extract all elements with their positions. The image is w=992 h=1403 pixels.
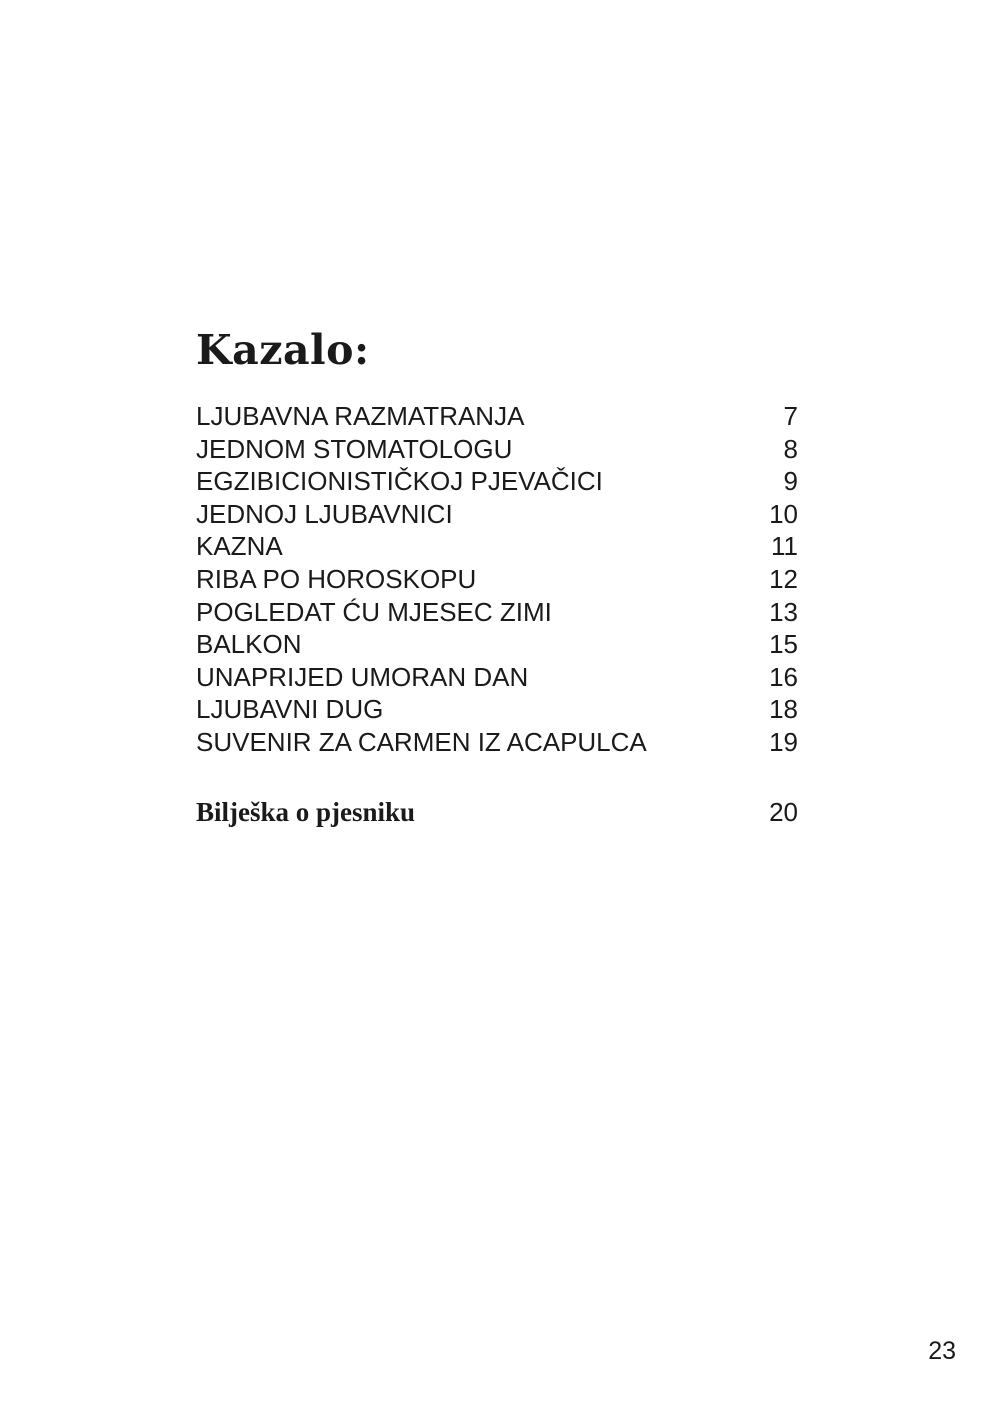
toc-entry-title: JEDNOM STOMATOLOGU <box>196 433 513 464</box>
toc-entry <box>196 563 798 596</box>
toc-entry-title: UNAPRIJED UMORAN DAN <box>196 661 529 692</box>
toc-entry-page: 11 <box>771 531 798 562</box>
toc-entry-page: 10 <box>769 498 798 529</box>
page-number: 23 <box>928 1337 956 1365</box>
toc-entry-title: LJUBAVNI DUG <box>196 694 384 725</box>
toc-entry-page: 12 <box>769 563 798 594</box>
toc-entry <box>196 530 798 563</box>
toc-note-entry <box>196 794 798 830</box>
toc-entry <box>196 661 798 694</box>
toc-entry-title: LJUBAVNA RAZMATRANJA <box>196 401 525 431</box>
toc-note-page: 20 <box>769 797 798 827</box>
toc-entry <box>196 628 798 661</box>
toc-entry-title: SUVENIR ZA CARMEN IZ ACAPULCA <box>196 726 647 757</box>
toc-entry-title: JEDNOJ LJUBAVNICI <box>196 498 453 529</box>
toc-entry <box>196 498 798 531</box>
toc-entry-page: 15 <box>769 629 798 660</box>
toc-entry-page: 16 <box>769 661 798 692</box>
toc-entry-page: 13 <box>769 596 798 627</box>
toc-entry-page: 19 <box>769 726 798 757</box>
toc-entry-page: 7 <box>783 401 798 431</box>
toc-entry-page: 9 <box>783 466 798 497</box>
toc-entry-title: EGZIBICIONISTIČKOJ PJEVAČICI <box>196 466 603 497</box>
toc-entry <box>196 596 798 629</box>
toc-entry-page: 18 <box>769 694 798 725</box>
toc-entry-page: 8 <box>783 433 798 464</box>
toc-note-title: Bilješka o pjesniku <box>196 797 416 827</box>
page-title: Kazalo: <box>196 326 370 374</box>
toc-entry <box>196 400 798 433</box>
table-of-contents <box>196 400 798 759</box>
toc-entry <box>196 726 798 759</box>
toc-entry <box>196 465 798 498</box>
toc-entry-title: POGLEDAT ĆU MJESEC ZIMI <box>196 596 552 627</box>
toc-entry <box>196 693 798 726</box>
toc-entry-title: RIBA PO HOROSKOPU <box>196 563 477 594</box>
toc-entry <box>196 433 798 466</box>
toc-entry-title: KAZNA <box>196 531 283 562</box>
toc-entry-title: BALKON <box>196 629 302 660</box>
